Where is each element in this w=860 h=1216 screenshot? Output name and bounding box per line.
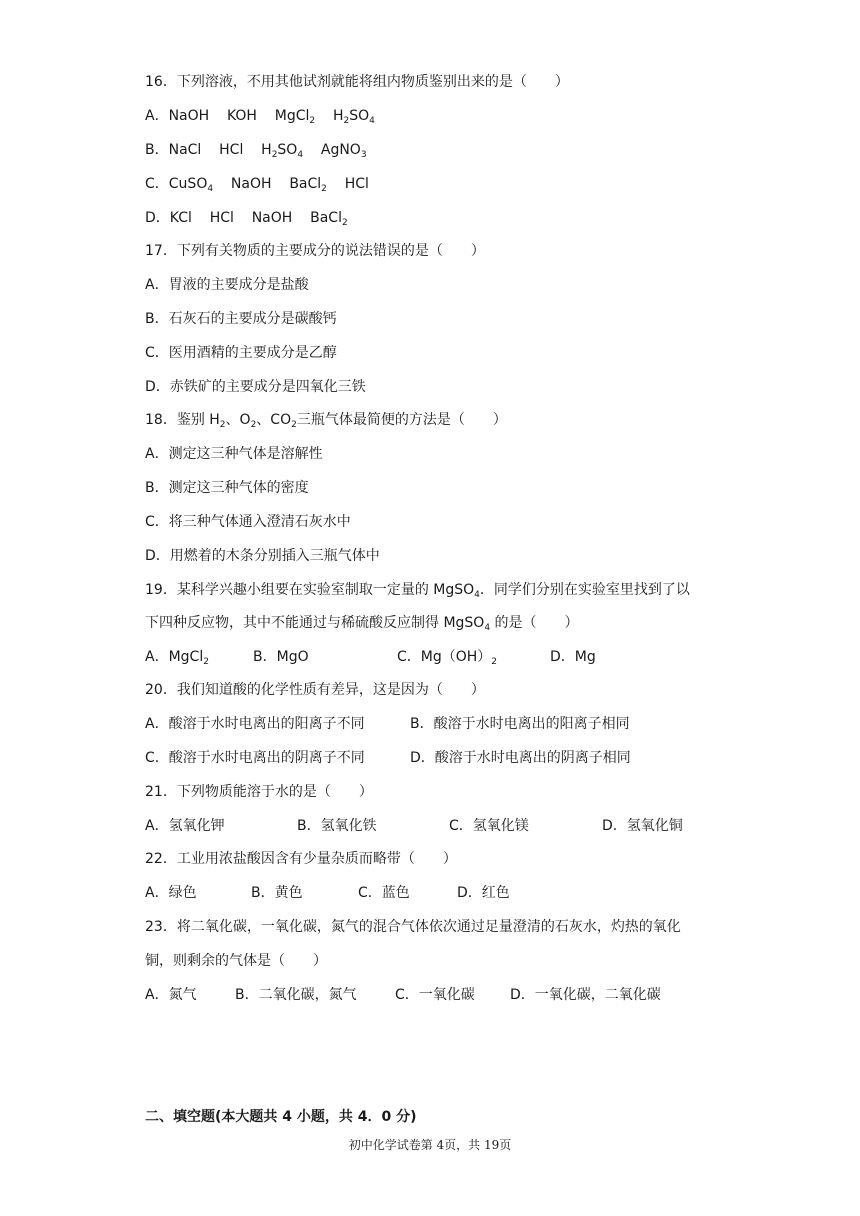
q22-option-b: B．黄色: [251, 885, 303, 901]
question-17-stem: 17．下列有关物质的主要成分的说法错误的是（ ）: [145, 243, 485, 259]
q16-option-c: C．CuSO$_4$ NaOH BaCl$_2$ HCl: [145, 176, 369, 194]
q23-options: [145, 985, 765, 1005]
question-23-stem-line2: 铜，则剩余的气体是（ ）: [145, 953, 327, 969]
q23-option-a: A．氮气: [145, 987, 197, 1003]
section-heading-fill-in: 二、填空题(本大题共 4 小题，共 4．0 分): [145, 1109, 417, 1125]
q22-option-a: A．绿色: [145, 885, 197, 901]
q18-option-a: A．测定这三种气体是溶解性: [145, 446, 323, 462]
q20-option-a: A．酸溶于水时电离出的阳离子不同: [145, 716, 365, 732]
q18-option-d: D．用燃着的木条分别插入三瓶气体中: [145, 548, 380, 564]
q22-option-d: D．红色: [457, 885, 510, 901]
q20-options-row2: [145, 748, 745, 768]
question-19-stem-line1: 19．某科学兴趣小组要在实验室制取一定量的 MgSO$_4$．同学们分别在实验室里找到了以: [145, 582, 690, 600]
q18-option-c: C．将三种气体通入澄清石灰水中: [145, 514, 351, 530]
q19-option-d: D．Mg: [550, 649, 596, 665]
q19-option-c: C．$Mg(OH)_2$: [397, 649, 498, 667]
question-20-stem: 20．我们知道酸的化学性质有差异，这是因为（ ）: [145, 682, 485, 698]
question-22-stem: 22．工业用浓盐酸因含有少量杂质而略带（ ）: [145, 851, 457, 867]
q21-options: [145, 816, 745, 836]
q20-option-d: D．酸溶于水时电离出的阴离子相同: [410, 750, 631, 766]
q16-option-a: A．NaOH KOH MgCl$_2$ $H_2SO_4$: [145, 108, 375, 126]
q21-option-d: D．氢氧化铜: [602, 818, 683, 834]
q17-option-b: B．石灰石的主要成分是碳酸钙: [145, 311, 337, 327]
q16-option-d: D．KCl HCl NaOH BaCl$_2$: [145, 210, 348, 228]
question-18-stem: 18．鉴别 $H_2$、$O_2$、$CO_2$三瓶气体最简便的方法是（ ）: [145, 412, 507, 430]
q21-option-a: A．氢氧化钾: [145, 818, 225, 834]
q20-options-row1: [145, 714, 745, 734]
q22-option-c: C．蓝色: [358, 885, 410, 901]
q23-option-b: B．二氧化碳，氮气: [235, 987, 357, 1003]
q19-option-a: A．MgCl$_2$: [145, 649, 209, 667]
q22-options: [145, 883, 745, 903]
q18-option-b: B．测定这三种气体的密度: [145, 480, 309, 496]
q20-option-b: B．酸溶于水时电离出的阳离子相同: [410, 716, 630, 732]
q17-option-a: A．胃液的主要成分是盐酸: [145, 277, 309, 293]
q19-option-b: B．MgO: [253, 649, 309, 665]
q21-option-c: C．氢氧化镁: [449, 818, 529, 834]
q16-option-b: B．NaCl HCl $H_2SO_4$ AgNO$_3$: [145, 142, 367, 160]
question-23-stem-line1: 23．将二氧化碳，一氧化碳，氮气的混合气体依次通过足量澄清的石灰水，灼热的氧化: [145, 919, 681, 935]
q21-option-b: B．氢氧化铁: [297, 818, 377, 834]
question-16-stem: 16．下列溶液，不用其他试剂就能将组内物质鉴别出来的是（ ）: [145, 74, 569, 90]
q17-option-d: D．赤铁矿的主要成分是四氧化三铁: [145, 379, 366, 395]
page-footer: 初中化学试卷第 4页，共 19页: [348, 1138, 512, 1152]
q19-options: [145, 647, 745, 667]
q17-option-c: C．医用酒精的主要成分是乙醇: [145, 345, 337, 361]
q23-option-d: D．一氧化碳，二氧化碳: [510, 987, 661, 1003]
q23-option-c: C．一氧化碳: [395, 987, 475, 1003]
question-21-stem: 21．下列物质能溶于水的是（ ）: [145, 784, 373, 800]
q20-option-c: C．酸溶于水时电离出的阴离子不同: [145, 750, 365, 766]
question-19-stem-line2: 下四种反应物，其中不能通过与稀硫酸反应制得 MgSO$_4$ 的是（ ）: [145, 615, 579, 633]
